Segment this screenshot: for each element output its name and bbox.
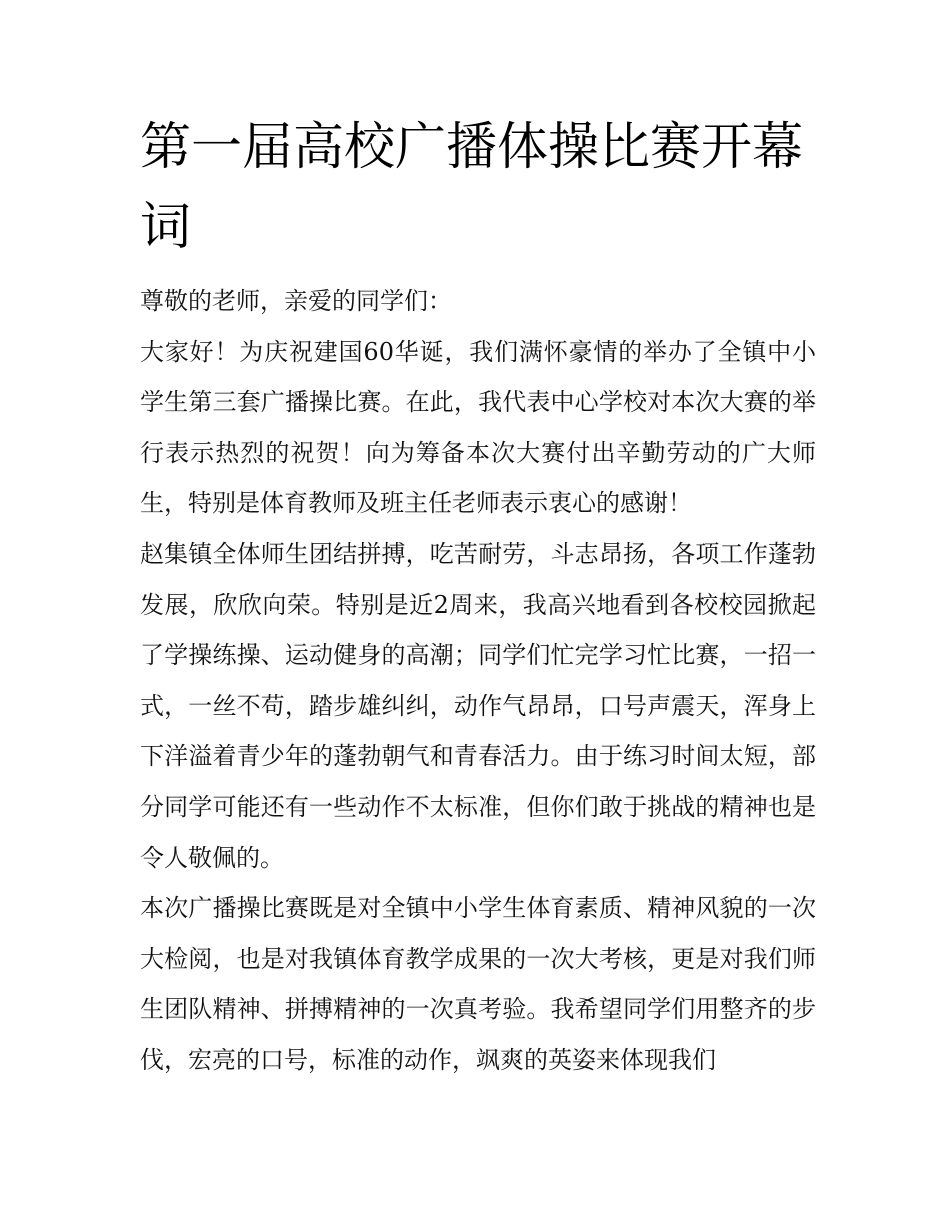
document-body [140, 276, 816, 1086]
paragraph-2: 赵集镇全体师生团结拼搏，吃苦耐劳，斗志昂扬，各项工作蓬勃发展，欣欣向荣。特别是近2周来，我高兴地看到各校校园掀起了学操练操、运动健身的高潮；同学们忙完学习忙比赛，一招一式，一丝不苟，踏步雄纠纠，动作气昂昂，口号声震天，浑身上下洋溢着青少年的蓬勃朝气和青春活力。由于练习时间太短，部分同学可能还有一些动作不太标准，但你们敢于挑战的精神也是令人敬佩的。 [140, 539, 816, 872]
document-title: 第一届高校广播体操比赛开幕词 [140, 118, 804, 257]
salutation: 尊敬的老师，亲爱的同学们： [140, 287, 452, 315]
paragraph-3: 本次广播操比赛既是对全镇中小学生体育素质、精神风貌的一次大检阅，也是对我镇体育教学成果的一次大考核，更是对我们师生团队精神、拼搏精神的一次真考验。我希望同学们用整齐的步伐，宏亮的口号，标准的动作，飒爽的英姿来体现我们 [140, 894, 816, 1074]
paragraph-1: 大家好！为庆祝建国60华诞，我们满怀豪情的举办了全镇中小学生第三套广播操比赛。在此，我代表中心学校对本次大赛的举行表示热烈的祝贺！向为筹备本次大赛付出辛勤劳动的广大师生，特别是体育教师及班主任老师表示衷心的感谢！ [140, 337, 816, 518]
